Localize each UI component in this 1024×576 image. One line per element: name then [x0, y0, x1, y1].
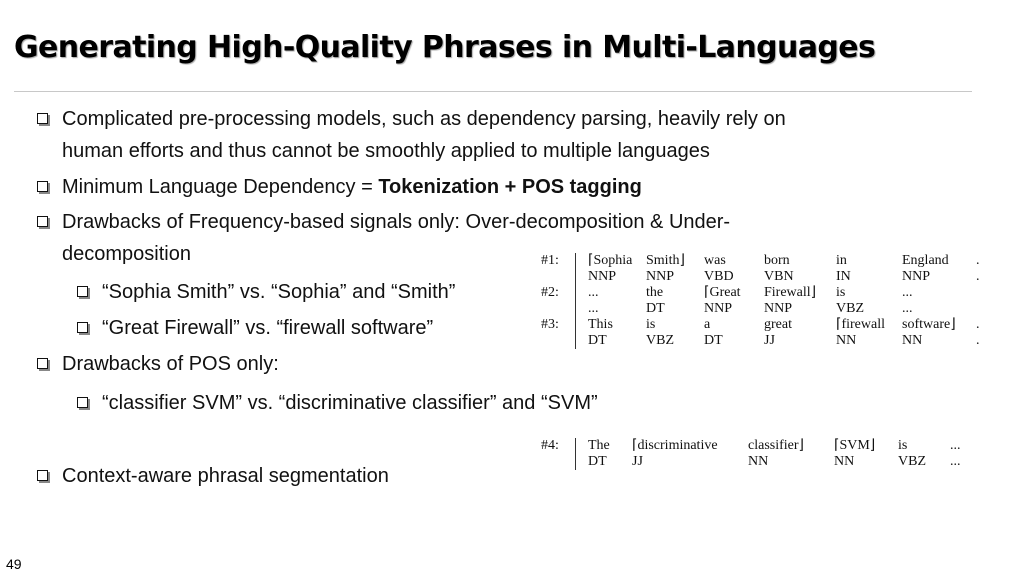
subbullet-classifier-svm: [102, 387, 598, 419]
word-cell: Smith⌋: [646, 253, 685, 268]
word-cell: .: [976, 317, 980, 332]
word-cell: born: [764, 253, 790, 268]
subbullet-text: “Sophia Smith” vs. “Sophia” and “Smith”: [102, 281, 456, 303]
tag-cell: DT: [704, 333, 723, 348]
sentence-id: #2:: [541, 285, 559, 300]
bullet-pos-drawbacks: [62, 348, 279, 380]
subbullet-sophia-smith: [102, 276, 455, 308]
tag-cell: VBD: [704, 269, 734, 284]
tag-cell: DT: [646, 301, 665, 316]
sentence-id: #3:: [541, 317, 559, 332]
subbullet-text: “Great Firewall” vs. “firewall software”: [102, 317, 434, 339]
tag-cell: DT: [588, 333, 607, 348]
tag-cell: NNP: [764, 301, 793, 316]
word-cell: This: [588, 317, 613, 332]
pos-tag-table-1: [541, 253, 990, 349]
table-row: [541, 454, 980, 470]
tag-cell: NN: [902, 333, 923, 348]
tag-cell: .: [976, 269, 980, 284]
tag-cell: ...: [902, 301, 913, 316]
word-cell: is: [836, 285, 846, 300]
table-row: [541, 438, 980, 454]
word-cell: software⌋: [902, 317, 956, 332]
word-cell: ...: [588, 285, 599, 300]
bullet-min-language-dependency: [62, 171, 642, 203]
bullet-text-line2: decomposition: [62, 243, 191, 265]
title-divider: [14, 91, 972, 92]
checkbox-bullet-icon: [37, 216, 48, 227]
bullet-text-line1: Complicated pre-processing models, such as dependency parsing, heavily rely on: [62, 108, 786, 130]
page-number: 49: [6, 556, 22, 572]
word-cell: great: [764, 317, 792, 332]
table-row: [541, 285, 990, 301]
tag-cell: .: [976, 333, 980, 348]
word-cell: [976, 285, 990, 301]
word-cell: ⌈discriminative: [632, 438, 718, 453]
tag-cell: [976, 301, 990, 317]
tag-cell: VBN: [764, 269, 794, 284]
table-row: [541, 333, 990, 349]
tag-cell: ...: [950, 454, 961, 469]
tag-cell: NNP: [902, 269, 931, 284]
sentence-id: #4:: [541, 438, 559, 453]
tag-cell: VBZ: [646, 333, 674, 348]
word-cell: ⌈Sophia: [588, 253, 633, 268]
checkbox-bullet-icon: [37, 113, 48, 124]
checkbox-bullet-icon: [77, 397, 88, 408]
word-cell: ⌈firewall: [836, 317, 885, 332]
bullet-text-line2: human efforts and thus cannot be smoothly applied to multiple languages: [62, 140, 710, 162]
word-cell: classifier⌋: [748, 438, 804, 453]
word-cell: ...: [902, 285, 913, 300]
tag-cell: VBZ: [898, 454, 926, 469]
word-cell: The: [588, 438, 610, 453]
bullet-text-line1: Drawbacks of Frequency-based signals only: Over-decomposition & Under-: [62, 211, 731, 233]
tag-cell: IN: [836, 269, 851, 284]
tag-cell: NNP: [646, 269, 675, 284]
subbullet-great-firewall: [102, 312, 433, 344]
checkbox-bullet-icon: [77, 286, 88, 297]
word-cell: is: [898, 438, 908, 453]
table-row: [541, 269, 990, 285]
word-cell: a: [704, 317, 711, 332]
tag-cell: NN: [834, 454, 855, 469]
pos-tag-table-2: [541, 438, 980, 470]
word-cell: .: [976, 253, 980, 268]
bullet-text: Context-aware phrasal segmentation: [62, 465, 389, 487]
word-cell: ⌈Great: [704, 285, 741, 300]
tag-cell: VBZ: [836, 301, 864, 316]
word-cell: the: [646, 285, 664, 300]
table-row: [541, 301, 990, 317]
checkbox-bullet-icon: [37, 181, 48, 192]
checkbox-bullet-icon: [37, 470, 48, 481]
word-cell: England: [902, 253, 949, 268]
bullet-text: Minimum Language Dependency =: [62, 176, 379, 198]
bullet-context-aware: [62, 460, 389, 492]
checkbox-bullet-icon: [37, 358, 48, 369]
bullet-bold-text: Tokenization + POS tagging: [378, 176, 642, 198]
tag-cell: JJ: [764, 333, 775, 348]
word-cell: ⌈SVM⌋: [834, 438, 876, 453]
tag-cell: NNP: [588, 269, 617, 284]
word-cell: was: [704, 253, 726, 268]
word-cell: ...: [950, 438, 961, 453]
sentence-id: #1:: [541, 253, 559, 268]
word-cell: in: [836, 253, 847, 268]
tag-cell: NN: [748, 454, 769, 469]
table-row: [541, 317, 990, 333]
subbullet-text: “classifier SVM” vs. “discriminative classifier” and “SVM”: [102, 392, 598, 414]
tag-cell: NNP: [704, 301, 733, 316]
word-cell: Firewall⌋: [764, 285, 817, 300]
bullet-preprocessing: [62, 103, 786, 167]
tag-cell: NN: [836, 333, 857, 348]
slide-title: Generating High-Quality Phrases in Multi-Languages: [14, 30, 876, 65]
checkbox-bullet-icon: [77, 322, 88, 333]
bullet-text: Drawbacks of POS only:: [62, 353, 279, 375]
tag-cell: DT: [588, 454, 607, 469]
word-cell: is: [646, 317, 656, 332]
tag-cell: JJ: [632, 454, 643, 469]
tag-cell: ...: [588, 301, 599, 316]
table-row: [541, 253, 990, 269]
